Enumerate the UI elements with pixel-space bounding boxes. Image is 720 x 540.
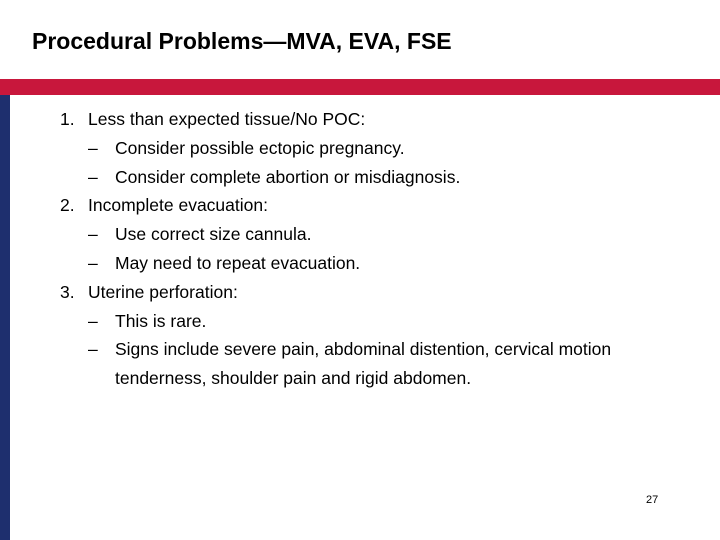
sub-list-item [60,249,660,278]
list-item [60,105,660,134]
sub-list-item [60,163,660,192]
sub-list-item-text: Consider possible ectopic pregnancy. [115,137,405,158]
side-accent-bar [0,95,10,540]
dash-bullet: – [88,166,98,187]
sub-list-item [60,134,660,163]
sub-list-item [60,307,660,336]
dash-bullet: – [88,137,98,158]
sub-list-item-text: May need to repeat evacuation. [115,252,361,273]
list-item [60,191,660,220]
page-number: 27 [646,494,659,506]
dash-bullet: – [88,310,98,331]
list-number: 2. [60,195,75,216]
slide-content [60,105,660,393]
list-number: 1. [60,109,75,129]
list-item [60,278,660,307]
slide-title: Procedural Problems—MVA, EVA, FSE [32,28,452,54]
sub-list-item [60,220,660,249]
list-item-text: Less than expected tissue/No POC: [88,109,366,129]
list-number: 3. [60,281,75,302]
list-item-text: Incomplete evacuation: [88,195,268,216]
sub-list-item-text: Use correct size cannula. [115,224,312,245]
header-accent-bar [0,79,720,95]
dash-bullet: – [88,224,98,245]
dash-bullet: – [88,252,98,273]
sub-list-item-text: Signs include severe pain, abdominal distention, cervical motion tenderness, shoulder pain and rigid abdomen. [115,339,612,389]
dash-bullet: – [88,339,98,360]
sub-list-item-text: This is rare. [115,310,207,331]
sub-list-item-text: Consider complete abortion or misdiagnosis. [115,166,461,187]
list-item-text: Uterine perforation: [88,281,238,302]
sub-list-item [60,335,660,393]
